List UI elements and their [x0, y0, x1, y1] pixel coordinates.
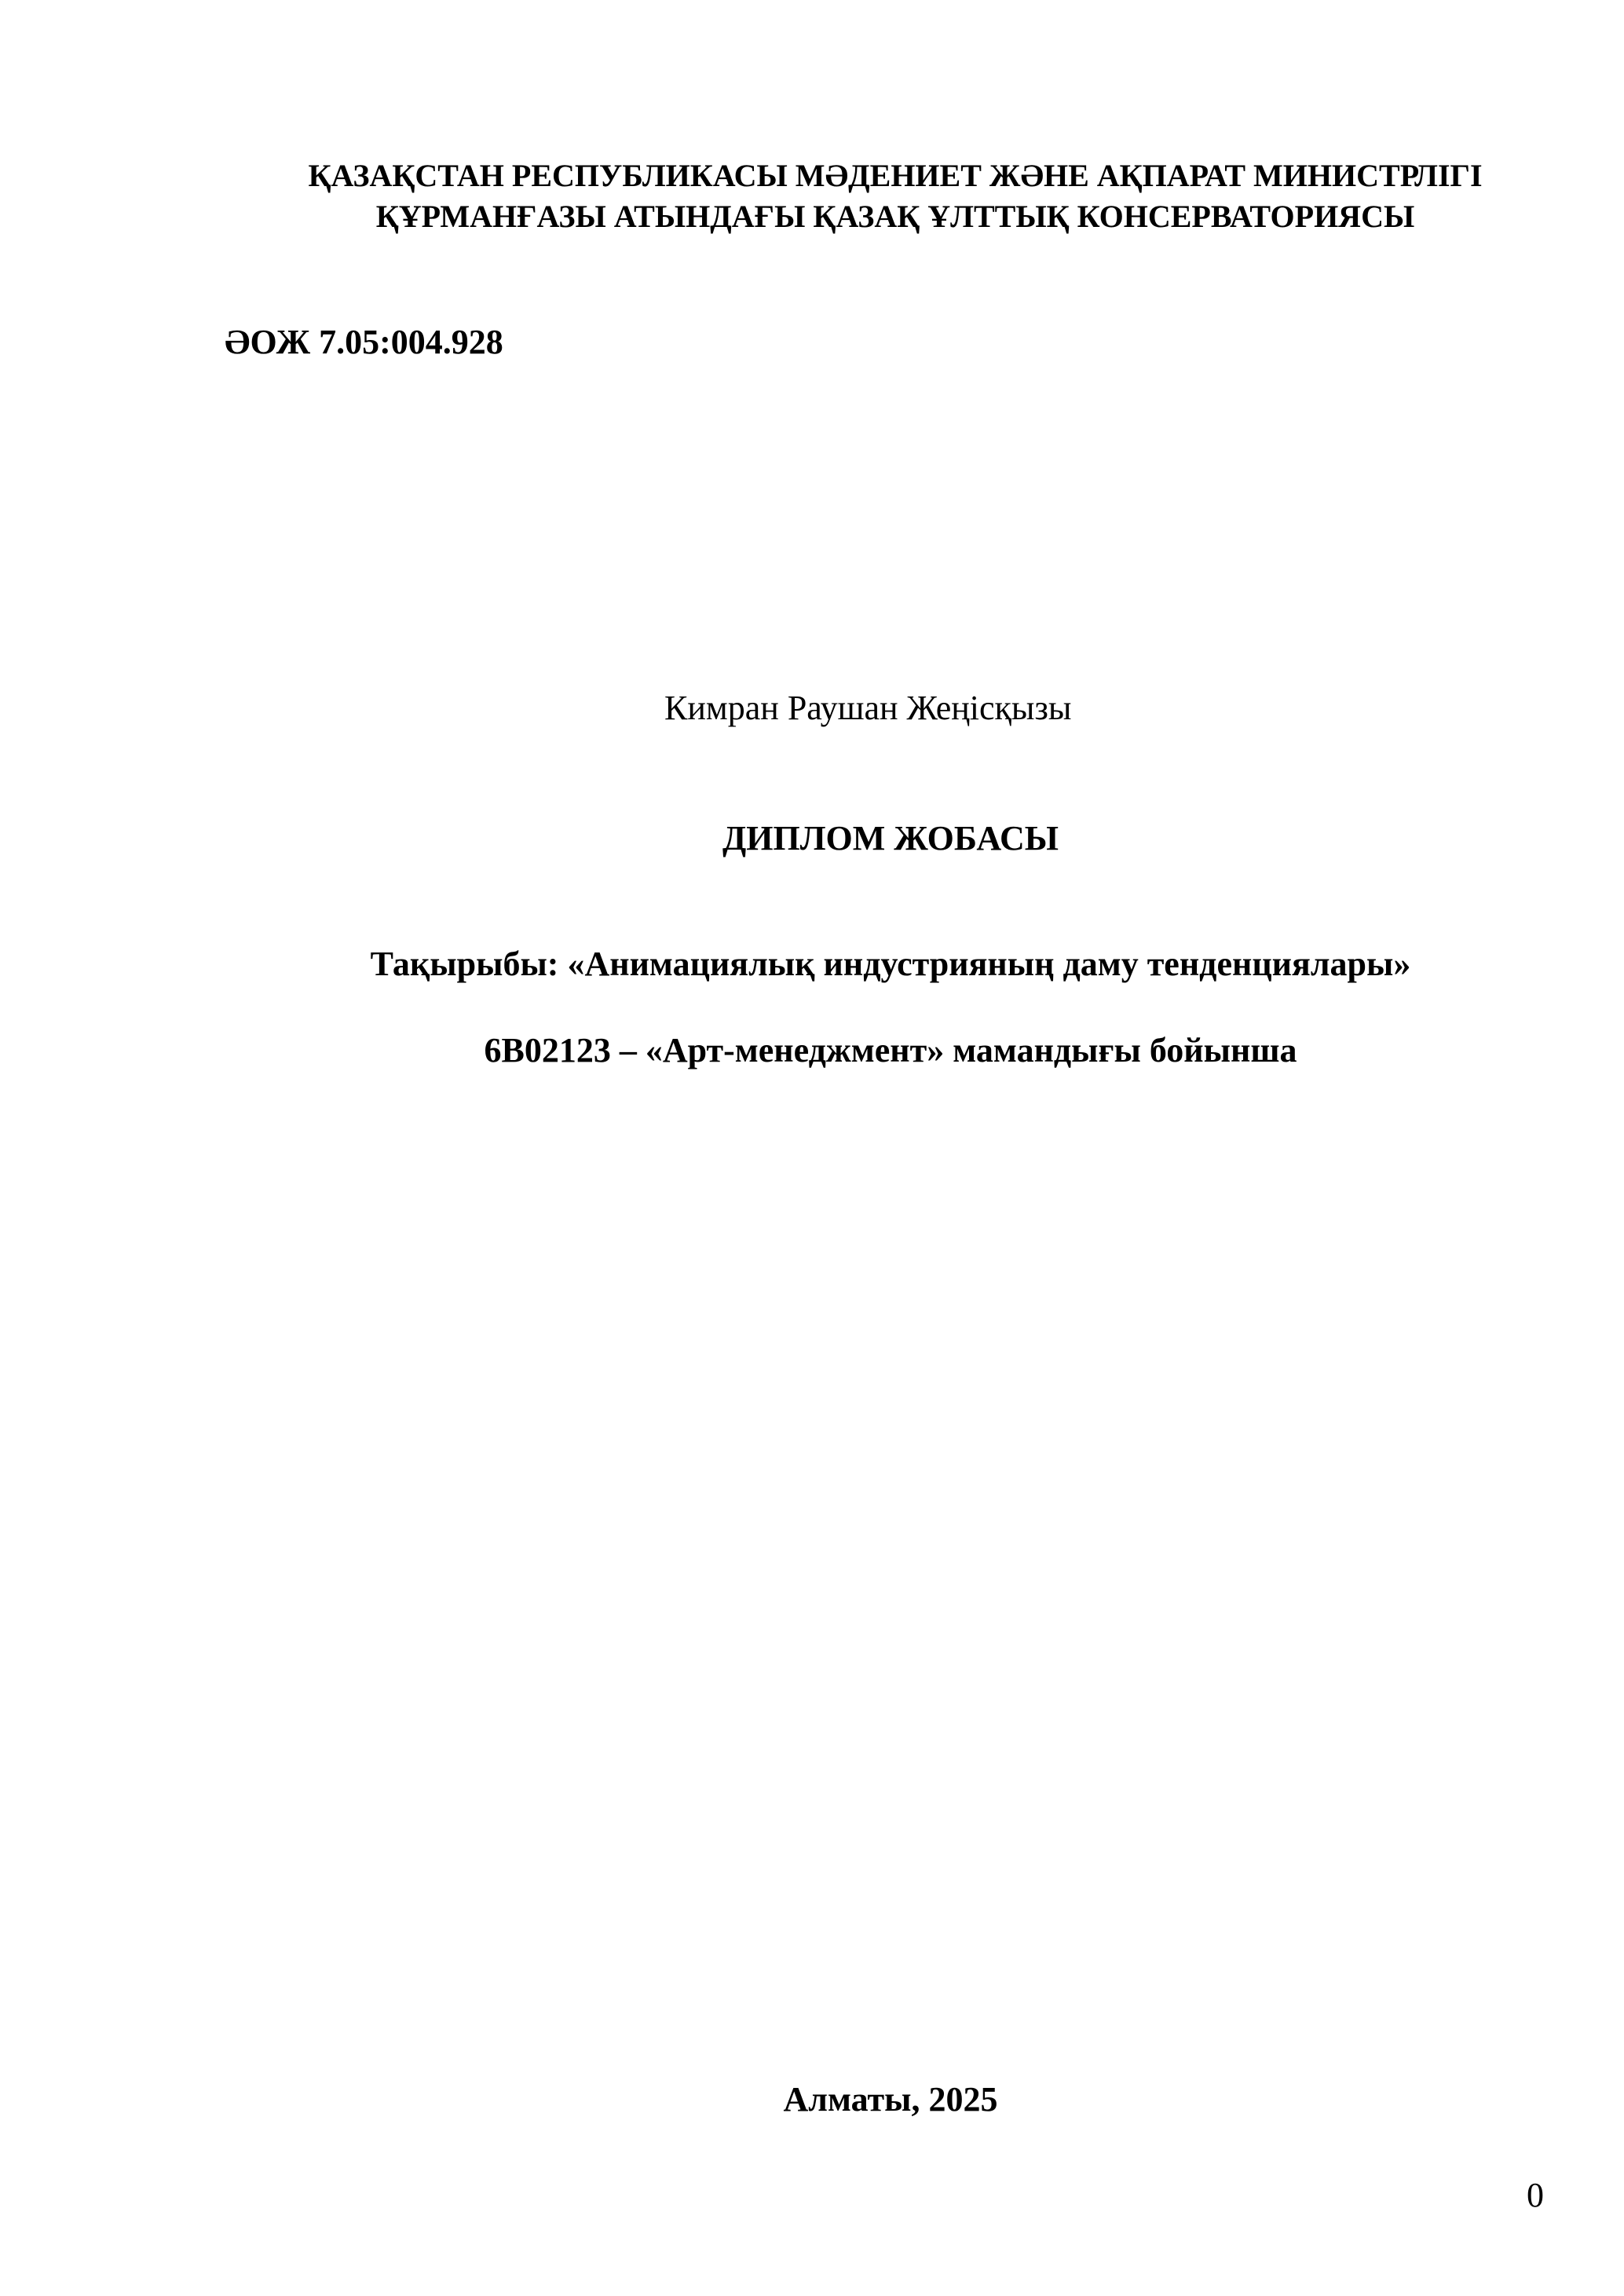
topic-line: Тақырыбы: «Анимациялық индустрияның даму тенденциялары»	[370, 945, 1411, 983]
document-type-title: ДИПЛОМ ЖОБАСЫ	[722, 819, 1059, 857]
city-year: Алматы, 2025	[783, 2080, 998, 2119]
ministry-heading: ҚАЗАҚСТАН РЕСПУБЛИКАСЫ МӘДЕНИЕТ ЖӘНЕ АҚПАРАТ МИНИСТРЛІГІ	[308, 158, 1483, 193]
author-name: Кимран Раушан Жеңісқызы	[664, 689, 1072, 727]
specialty-line: 6В02123 – «Арт-менеджмент» мамандығы бойынша	[484, 1031, 1297, 1069]
conservatory-heading: ҚҰРМАНҒАЗЫ АТЫНДАҒЫ ҚАЗАҚ ҰЛТТЫҚ КОНСЕРВАТОРИЯСЫ	[375, 199, 1415, 234]
page-number: 0	[1527, 2176, 1544, 2214]
udc-code: ӘОЖ 7.05:004.928	[225, 323, 503, 361]
